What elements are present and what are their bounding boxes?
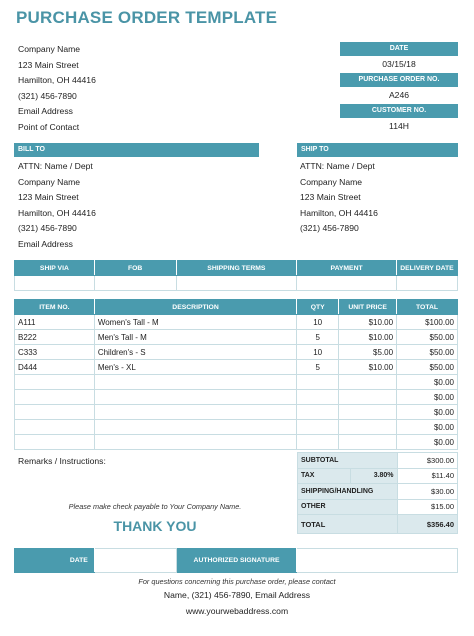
bill-to-city: Hamilton, OH 44416 (18, 208, 96, 218)
footer-question: For questions concerning this purchase order, please contact (138, 577, 336, 586)
table-row (15, 405, 458, 420)
item-qty[interactable] (297, 420, 339, 435)
item-unit-price[interactable]: $5.00 (339, 345, 397, 360)
footer-website[interactable]: www.yourwebaddress.com (185, 606, 289, 616)
tax-rate[interactable]: 3.80% (350, 468, 397, 484)
item-qty[interactable] (297, 390, 339, 405)
table-row (15, 345, 458, 360)
item-description[interactable] (94, 405, 296, 420)
company-contact: Point of Contact (18, 122, 80, 132)
subtotal-value: $300.00 (397, 453, 457, 469)
payment-header: PAYMENT (297, 261, 397, 276)
shipping-handling-label: SHIPPING/HANDLING (298, 484, 398, 500)
bill-to-street: 123 Main Street (18, 192, 79, 202)
item-no[interactable]: B222 (15, 330, 95, 345)
item-no[interactable] (15, 435, 95, 450)
item-total: $0.00 (397, 435, 458, 450)
item-qty[interactable] (297, 375, 339, 390)
po-number-value[interactable]: A246 (388, 90, 410, 100)
ship-to-attn: ATTN: Name / Dept (300, 161, 375, 171)
item-no[interactable] (15, 375, 95, 390)
item-total: $50.00 (397, 330, 458, 345)
item-unit-price[interactable]: $10.00 (339, 315, 397, 330)
item-no[interactable] (15, 420, 95, 435)
item-no[interactable]: A111 (15, 315, 95, 330)
total-label: TOTAL (298, 515, 398, 534)
table-row (15, 420, 458, 435)
item-qty[interactable] (297, 435, 339, 450)
ship-to-city: Hamilton, OH 44416 (300, 208, 378, 218)
remarks-label: Remarks / Instructions: (18, 456, 106, 466)
customer-number-header: CUSTOMER NO. (340, 104, 458, 118)
item-description[interactable] (94, 435, 296, 450)
bill-to-name: Company Name (18, 177, 81, 187)
table-row (15, 390, 458, 405)
item-no[interactable]: D444 (15, 360, 95, 375)
total-value: $356.40 (397, 515, 457, 534)
item-no[interactable]: C333 (15, 345, 95, 360)
item-description[interactable]: Women's Tall - M (94, 315, 296, 330)
item-total: $50.00 (397, 345, 458, 360)
signature-table (14, 548, 458, 573)
items-table (14, 299, 458, 450)
delivery-date-cell[interactable] (396, 276, 457, 291)
delivery-date-header: DELIVERY DATE (396, 261, 457, 276)
date-value[interactable]: 03/15/18 (382, 59, 416, 69)
ship-to-header: SHIP TO (297, 143, 458, 157)
check-payable-note: Please make check payable to Your Company Name. (68, 502, 242, 511)
unit-price-header: UNIT PRICE (339, 300, 397, 315)
date-header: DATE (340, 42, 458, 56)
qty-header: QTY (297, 300, 339, 315)
tax-value: $11.40 (397, 468, 457, 484)
ship-to-street: 123 Main Street (300, 192, 361, 202)
thank-you-text: THANK YOU (113, 518, 197, 534)
tax-label: TAX (298, 468, 351, 484)
bill-to-phone: (321) 456-7890 (18, 223, 77, 233)
item-qty[interactable] (297, 405, 339, 420)
item-qty[interactable]: 10 (297, 345, 339, 360)
item-total: $50.00 (397, 360, 458, 375)
subtotal-label: SUBTOTAL (298, 453, 398, 469)
description-header: DESCRIPTION (94, 300, 296, 315)
item-qty[interactable]: 5 (297, 330, 339, 345)
item-unit-price[interactable] (339, 405, 397, 420)
item-total: $0.00 (397, 405, 458, 420)
shipping-handling-value[interactable]: $30.00 (397, 484, 457, 500)
other-label: OTHER (298, 499, 398, 515)
item-total: $0.00 (397, 420, 458, 435)
other-value[interactable]: $15.00 (397, 499, 457, 515)
company-phone: (321) 456-7890 (18, 91, 77, 101)
table-row (15, 435, 458, 450)
item-description[interactable] (94, 390, 296, 405)
ship-to-phone: (321) 456-7890 (300, 223, 359, 233)
item-total: $0.00 (397, 390, 458, 405)
ship-via-cell[interactable] (15, 276, 95, 291)
shipping-table (14, 260, 458, 291)
item-unit-price[interactable] (339, 375, 397, 390)
item-description[interactable]: Children's - S (94, 345, 296, 360)
company-street: 123 Main Street (18, 60, 79, 70)
item-description[interactable] (94, 420, 296, 435)
bill-to-header: BILL TO (14, 143, 259, 157)
company-name: Company Name (18, 44, 81, 54)
item-description[interactable]: Men's - XL (94, 360, 296, 375)
item-unit-price[interactable]: $10.00 (339, 360, 397, 375)
item-total: $0.00 (397, 375, 458, 390)
item-unit-price[interactable]: $10.00 (339, 330, 397, 345)
signature-date-cell[interactable] (94, 549, 176, 573)
authorized-signature-cell[interactable] (297, 549, 458, 573)
item-total: $100.00 (397, 315, 458, 330)
item-qty[interactable]: 5 (297, 360, 339, 375)
item-description[interactable]: Men's Tall - M (94, 330, 296, 345)
item-unit-price[interactable] (339, 435, 397, 450)
shipping-terms-cell[interactable] (176, 276, 297, 291)
table-row (15, 330, 458, 345)
authorized-signature-header: AUTHORIZED SIGNATURE (176, 549, 297, 573)
bill-to-attn: ATTN: Name / Dept (18, 161, 93, 171)
totals-table (297, 452, 458, 534)
bill-to-email: Email Address (18, 239, 73, 249)
item-qty[interactable]: 10 (297, 315, 339, 330)
payment-cell[interactable] (297, 276, 397, 291)
ship-via-header: SHIP VIA (15, 261, 95, 276)
customer-number-value[interactable]: 114H (389, 121, 409, 131)
company-email: Email Address (18, 106, 73, 116)
item-unit-price[interactable] (339, 420, 397, 435)
ship-to-name: Company Name (300, 177, 363, 187)
table-row (15, 375, 458, 390)
footer-contact: Name, (321) 456-7890, Email Address (163, 590, 311, 600)
item-no[interactable] (15, 405, 95, 420)
shipping-terms-header: SHIPPING TERMS (176, 261, 297, 276)
item-unit-price[interactable] (339, 390, 397, 405)
company-city: Hamilton, OH 44416 (18, 75, 96, 85)
fob-header: FOB (94, 261, 176, 276)
po-number-header: PURCHASE ORDER NO. (340, 73, 458, 87)
signature-date-header: DATE (15, 549, 95, 573)
item-no-header: ITEM NO. (15, 300, 95, 315)
table-row (15, 360, 458, 375)
item-description[interactable] (94, 375, 296, 390)
page-title: PURCHASE ORDER TEMPLATE (16, 8, 278, 27)
table-row (15, 315, 458, 330)
fob-cell[interactable] (94, 276, 176, 291)
item-no[interactable] (15, 390, 95, 405)
total-header: TOTAL (397, 300, 458, 315)
